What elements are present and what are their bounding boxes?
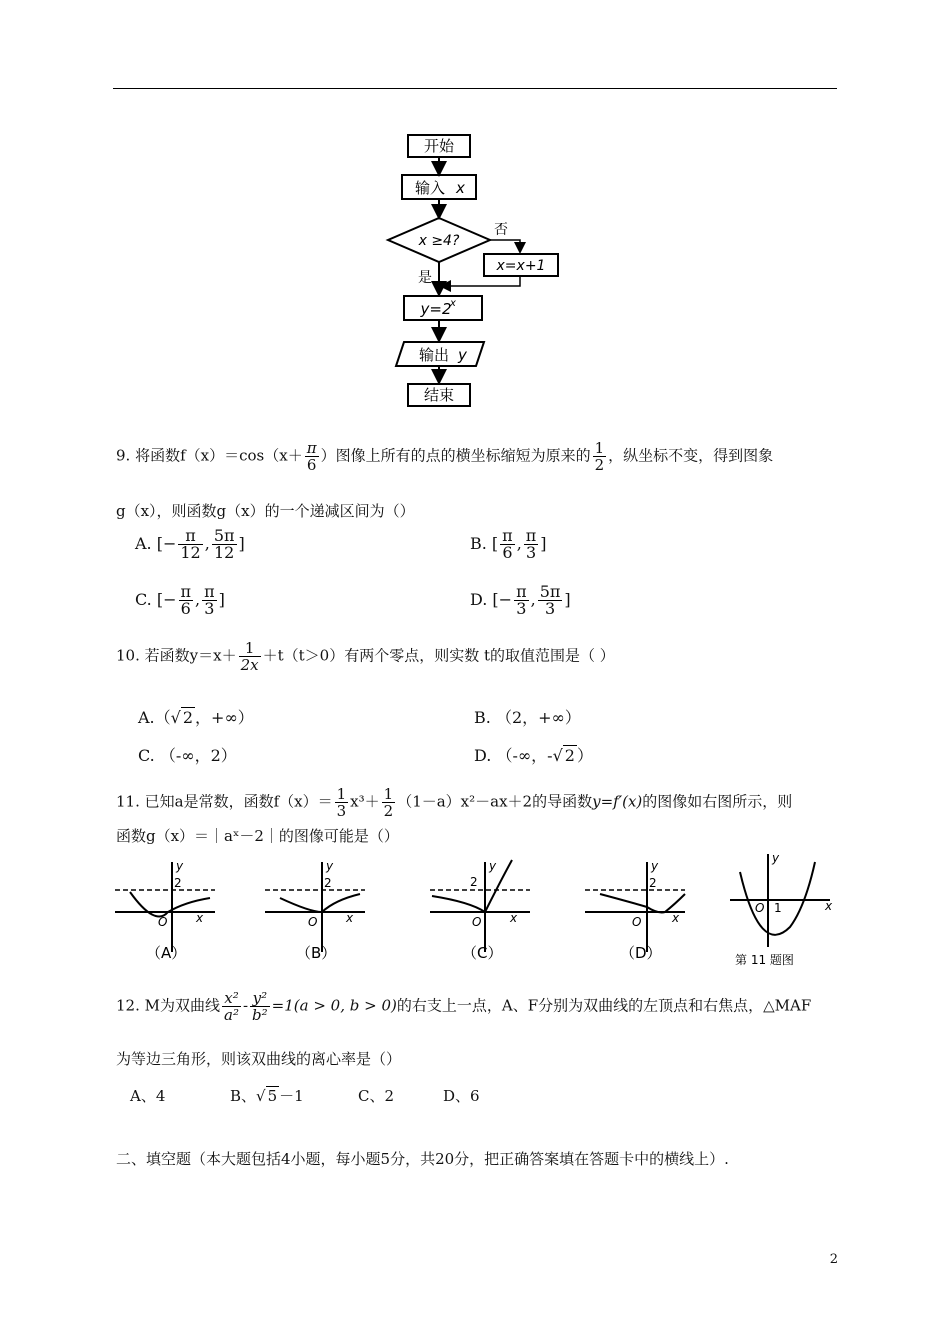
svg-text:O: O	[632, 915, 642, 929]
svg-text:2: 2	[324, 876, 332, 890]
flow-inc: x=x+1	[496, 258, 546, 274]
svg-text:O: O	[308, 915, 318, 929]
graph-b	[265, 859, 365, 962]
flow-assign: y=2	[420, 300, 452, 318]
svg-text:（C）: （C）	[462, 944, 503, 962]
svg-text:1: 1	[774, 901, 782, 915]
svg-text:y: y	[772, 852, 780, 865]
q9-stem	[116, 440, 773, 473]
svg-text:y: y	[489, 859, 497, 873]
svg-text:第 11 题图: 第 11 题图	[735, 953, 794, 967]
q9-option-a: A. [− $\frac{\pi}{12}$ , $\frac{5\pi}{12}$ ]	[135, 526, 245, 562]
svg-text:O: O	[472, 915, 482, 929]
svg-text:y: y	[651, 859, 659, 873]
q9-text-3: ，纵坐标不变，得到图象	[608, 446, 774, 465]
graph-d	[585, 859, 685, 962]
q11-stem-line2: 函数g（x）＝｜aˣ－2｜的图像可能是（）	[116, 827, 399, 845]
flow-end: 结束	[423, 386, 455, 404]
flow-cond: x ≥4?	[418, 233, 460, 249]
svg-text:x: x	[510, 911, 518, 925]
page-number: 2	[829, 1252, 838, 1267]
q10-option-b: B. （2，+∞）	[474, 708, 581, 727]
svg-text:x: x	[825, 899, 833, 913]
svg-text:2: 2	[649, 876, 657, 890]
q11-stem: 11. 已知a是常数，函数f（x）＝ $\frac{1}{3}$ x³＋ $\frac{1}{2}$ （1－a）x²－ax＋2的导函数y=f′(x)的图像如右图所示，则	[116, 785, 793, 820]
q9-option-c: C. [− $\frac{\pi}{6}$ , $\frac{\pi}{3}$ ]	[135, 582, 225, 618]
flow-assign-exp: x	[450, 298, 456, 309]
flowchart	[380, 130, 570, 415]
q9-text-2: ）图像上所有的点的横坐标缩短为原来的	[320, 446, 591, 465]
flow-no: 否	[494, 222, 508, 238]
q10-option-a: A.（√ 2 ，+∞）	[138, 708, 254, 727]
svg-text:2: 2	[470, 875, 478, 889]
graph-derivative	[730, 852, 833, 967]
q12-option-b: B、√ 5 －1	[230, 1087, 304, 1105]
svg-text:2: 2	[174, 876, 182, 890]
section-2-heading: 二、填空题（本大题包括4小题，每小题5分，共20分，把正确答案填在答题卡中的横线上）.	[116, 1150, 729, 1168]
svg-text:x: x	[672, 911, 680, 925]
q10-frac: $\frac{1}{2x}$	[240, 639, 259, 674]
svg-text:（D）: （D）	[620, 944, 662, 962]
q9-frac-half: $\frac{1}{2}$	[594, 439, 605, 474]
q9-num: 9.	[116, 446, 131, 465]
q10-option-d: D. （-∞，-√ 2 ）	[474, 746, 593, 765]
flow-output: 输出	[418, 346, 450, 364]
svg-text:（A）: （A）	[146, 944, 187, 962]
svg-text:（B）: （B）	[296, 944, 337, 962]
q12-stem: 12. M为双曲线 $\frac{\text{x²}}{\text{a²}}$ - $\frac{\text{y²}}{\text{b²}}$ =1(a > 0, b > 0)的右支上一点，A、F分别为双曲线的左顶点和右焦点，△MAF	[116, 989, 812, 1024]
q12-option-c: C、2	[358, 1087, 395, 1105]
q9-stem-line2: g（x），则函数g（x）的一个递减区间为（）	[116, 502, 415, 520]
svg-text:x: x	[346, 911, 354, 925]
svg-text:x: x	[196, 911, 204, 925]
flow-input-var: x	[456, 179, 465, 197]
q9-frac-pi6: $\frac{\pi}{6}$	[306, 439, 317, 474]
flow-input: 输入	[414, 179, 446, 197]
q9-option-d: D. [− $\frac{\pi}{3}$ , $\frac{5\pi}{3}$ ]	[470, 582, 571, 618]
graph-c	[430, 859, 530, 962]
flow-start: 开始	[423, 137, 455, 155]
q12-option-a: A、4	[130, 1087, 166, 1105]
svg-text:y: y	[326, 859, 334, 873]
header-rule	[113, 88, 837, 89]
q12-stem-line2: 为等边三角形，则该双曲线的离心率是（）	[116, 1050, 402, 1068]
q11-graphs	[110, 852, 840, 972]
graph-a	[115, 859, 215, 962]
q10-option-c: C. （-∞，2）	[138, 746, 237, 765]
svg-text:O: O	[158, 915, 168, 929]
svg-text:O: O	[755, 901, 765, 915]
svg-text:y: y	[176, 859, 184, 873]
q9-text-1: 将函数f（x）＝cos（x＋	[135, 446, 303, 465]
q9-option-b: B. [ $\frac{\pi}{6}$ , $\frac{\pi}{3}$ ]	[470, 526, 547, 562]
flow-yes: 是	[418, 270, 432, 286]
q10-stem: 10. 若函数y＝x＋ $\frac{1}{2x}$ ＋t（t＞0）有两个零点，则实数 t的取值范围是（ ）	[116, 639, 615, 674]
q12-option-d: D、6	[443, 1087, 480, 1105]
flow-output-var: y	[458, 346, 467, 364]
